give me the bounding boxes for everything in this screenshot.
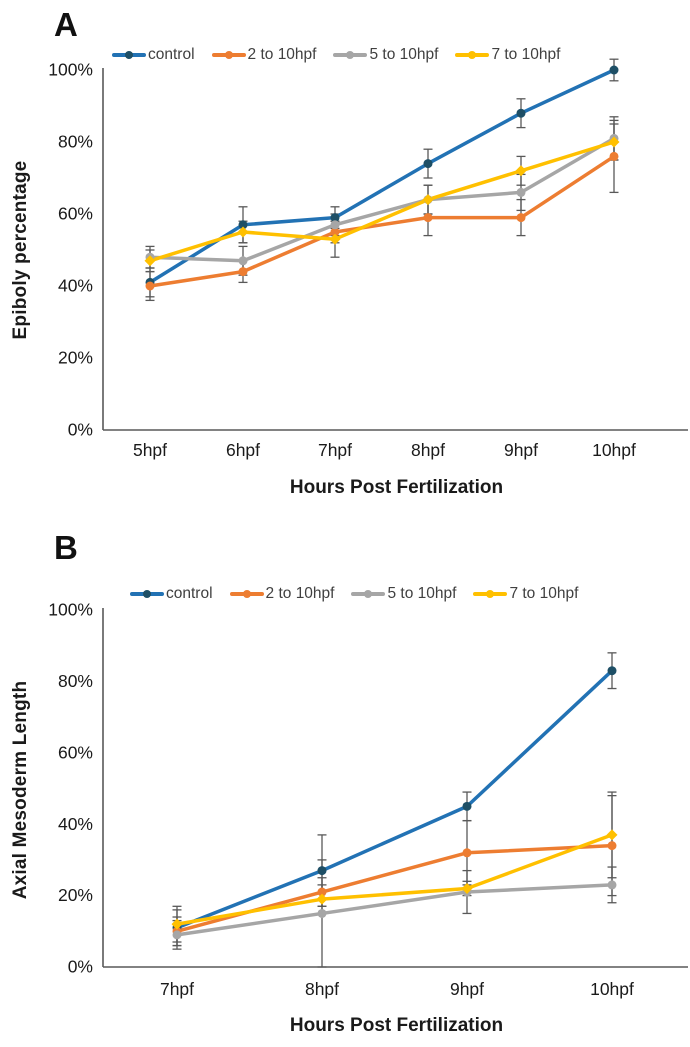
panel-a-y-tick-label: 60% [57,203,93,224]
legend-label: 5 to 10hpf [387,585,457,602]
panel-a [0,0,690,523]
panel-a-data-point-2-to-10hpf [146,282,155,291]
panel-b-y-tick-label: 80% [57,671,93,692]
panel-b-data-point-control [318,866,327,875]
panel-b-y-tick-label: 100% [48,599,93,620]
panel-b-chart [0,523,690,1047]
panel-b-y-tick-label: 60% [57,742,93,763]
panel-a-y-tick-label: 100% [48,59,93,80]
panel-b-x-axis-title: Hours Post Fertilization [289,1015,504,1036]
legend-label: 5 to 10hpf [369,46,439,63]
panel-b-data-point-5-to-10hpf [173,930,182,939]
panel-b [0,523,690,1047]
panel-a-x-tick-label: 8hpf [410,440,446,460]
legend-label: control [166,585,213,602]
panel-b-data-point-2-to-10hpf [463,848,472,857]
panel-b-y-axis-title: Axial Mesoderm Length [10,680,31,900]
legend-label: 7 to 10hpf [491,46,561,63]
panel-a-chart [0,0,690,523]
panel-b-x-tick-label: 8hpf [304,979,340,999]
panel-b-data-point-control [608,666,617,675]
panel-a-data-point-2-to-10hpf [517,213,526,222]
legend-label: control [148,46,195,63]
panel-b-y-tick-label: 0% [67,956,93,977]
panel-b-data-point-control [463,802,472,811]
panel-a-y-tick-label: 20% [57,347,93,368]
panel-a-x-axis-title: Hours Post Fertilization [289,477,504,498]
panel-b-x-tick-label: 7hpf [159,979,195,999]
panel-a-series-line-2-to-10hpf [150,156,614,286]
panel-a-data-point-5-to-10hpf [331,220,340,229]
panel-a-data-point-control [424,159,433,168]
panel-b-x-tick-label: 9hpf [449,979,485,999]
panel-a-x-tick-label: 10hpf [592,440,636,460]
panel-a-data-point-5-to-10hpf [239,256,248,265]
panel-b-data-point-5-to-10hpf [608,880,617,889]
panel-a-series-line-5-to-10hpf [150,138,614,260]
panel-b-data-point-7-to-10hpf [317,894,328,905]
panel-a-data-point-2-to-10hpf [610,152,619,161]
legend-label: 7 to 10hpf [509,585,579,602]
panel-a-y-tick-label: 0% [67,419,93,440]
legend-label: 2 to 10hpf [247,46,317,63]
panel-b-letter: B [54,529,78,566]
panel-a-data-point-2-to-10hpf [424,213,433,222]
panel-a-x-tick-label: 6hpf [225,440,261,460]
legend-label: 2 to 10hpf [265,585,335,602]
panel-a-data-point-5-to-10hpf [517,188,526,197]
panel-a-data-point-control [517,109,526,118]
panel-a-y-tick-label: 40% [57,275,93,296]
panel-a-series-line-control [150,70,614,282]
panel-a-x-tick-label: 5hpf [132,440,168,460]
panel-b-data-point-2-to-10hpf [608,841,617,850]
panel-a-data-point-7-to-10hpf [423,194,434,205]
panel-b-y-tick-label: 20% [57,885,93,906]
panel-b-data-point-5-to-10hpf [318,909,327,918]
panel-a-y-tick-label: 80% [57,131,93,152]
panel-a-data-point-control [610,66,619,75]
panel-a-x-tick-label: 7hpf [317,440,353,460]
panel-a-x-tick-label: 9hpf [503,440,539,460]
panel-b-data-point-7-to-10hpf [607,829,618,840]
panel-a-letter: A [54,6,78,43]
panel-b-x-tick-label: 10hpf [590,979,634,999]
panel-b-y-tick-label: 40% [57,813,93,834]
panel-a-y-axis-title: Epiboly percentage [10,160,31,340]
panel-a-data-point-2-to-10hpf [239,267,248,276]
